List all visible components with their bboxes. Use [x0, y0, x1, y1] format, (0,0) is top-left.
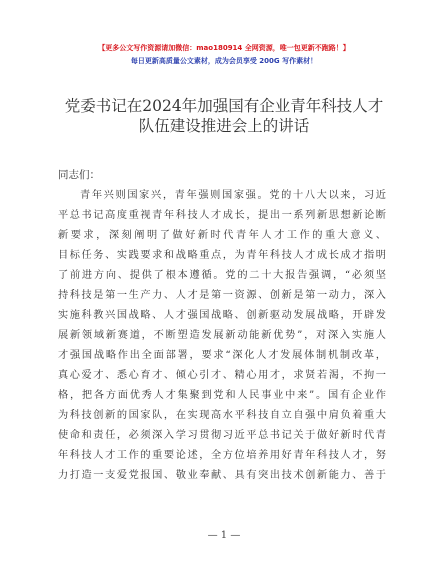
body-line: 青年兴则国家兴，青年强则国家强。党的十八大以来，习近	[80, 190, 386, 201]
greeting: 同志们：	[58, 169, 100, 181]
body-line: 才强国战略作出全面部署，要求“深化人才发展体制机制改革，	[58, 350, 386, 361]
body-line: 实施科教兴国战略、人才强国战略、创新驱动发展战略，开辟发	[58, 310, 386, 321]
body-line: 新要求，深刻阐明了做好新时代青年人才工作的重大意义、	[58, 230, 386, 241]
body-line: 持科技是第一生产力、人才是第一资源、创新是第一动力，深入	[58, 290, 386, 301]
body-line: 为科技创新的国家队，在实现高水平科技自立自强中肩负着重大	[58, 410, 386, 421]
body-line: 年科技人才工作的重要论述，全方位培养用好青年科技人才，努	[58, 450, 386, 461]
page-number: — 1 —	[207, 530, 241, 541]
body-line: 展新领域新赛道，不断塑造发展新动能新优势”，对深入实施人	[58, 330, 386, 341]
body-line: 平总书记高度重视青年科技人才成长，提出一系列新思想新论断	[58, 210, 386, 221]
body-line: 格，把各方面优秀人才集聚到党和人民事业中来”。国有企业作	[58, 390, 386, 401]
body-paragraph	[58, 186, 386, 486]
promo-line-wechat: 【更多公文写作资源请加微信：mao180914 全网资源，唯一包更新不跑路！】	[98, 44, 350, 52]
title-line-2: 队伍建设推进会上的讲话	[138, 117, 310, 135]
promo-line-membership: 每日更新高质量公文素材，成为会员享受 200G 写作素材！	[130, 57, 318, 65]
document-title	[40, 96, 408, 136]
body-line: 真心爱才、悉心育才、倾心引才、精心用才，求贤若渴，不拘一	[58, 370, 386, 381]
body-line: 了前进方向、提供了根本遵循。党的二十大报告强调，“必须坚	[58, 270, 386, 281]
body-line: 使命和责任，必须深入学习贯彻习近平总书记关于做好新时代青	[58, 430, 386, 441]
body-line: 力打造一支爱党报国、敬业奉献、具有突出技术创新能力、善于	[58, 470, 386, 481]
body-line: 目标任务、实践要求和战略重点，为青年科技人才成长成才指明	[58, 250, 386, 261]
title-line-1: 党委书记在2024年加强国有企业青年科技人才	[64, 97, 384, 115]
